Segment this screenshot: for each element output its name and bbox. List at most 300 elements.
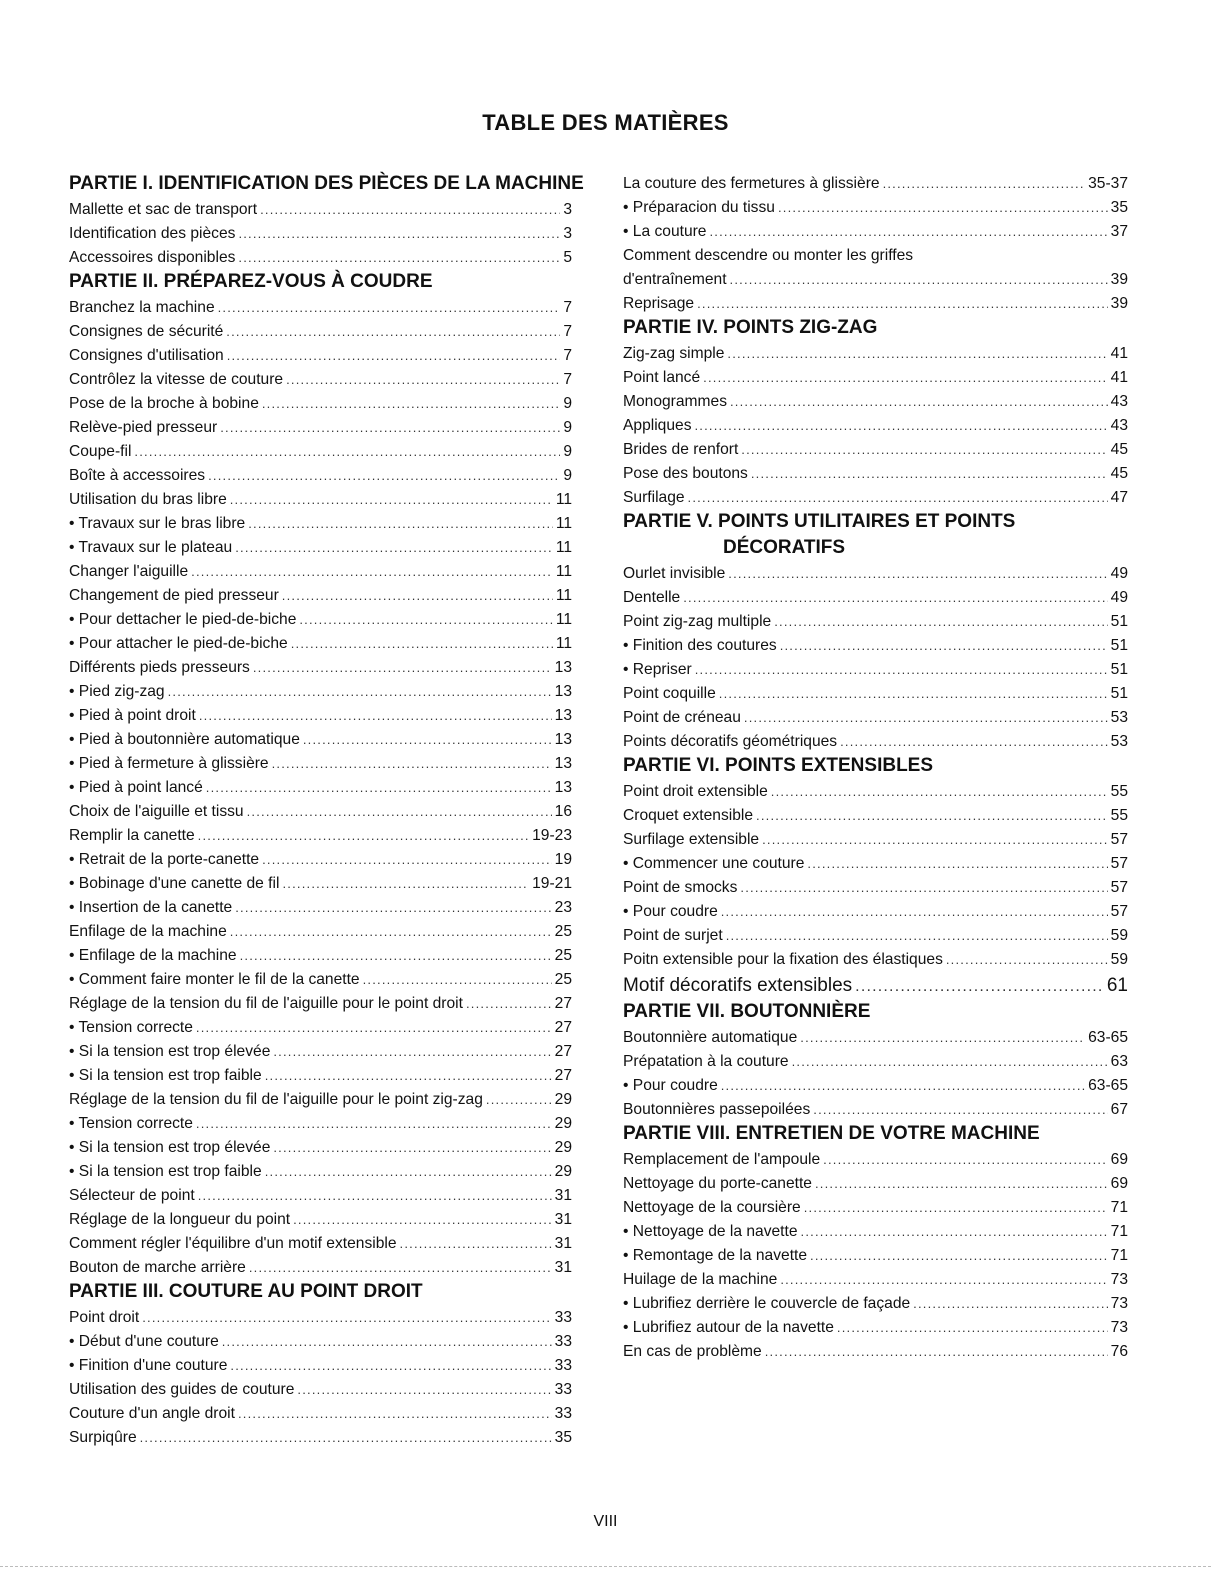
toc-entry-text: Comment descendre ou monter les griffes	[623, 247, 914, 264]
toc-entry	[623, 972, 1128, 1000]
toc-entry-page: 31	[554, 1211, 572, 1228]
dot-leader	[227, 344, 561, 368]
toc-entry-page: 57	[1110, 831, 1128, 848]
toc-entry-title: Boutonnières passepoilées	[623, 1101, 811, 1118]
dot-leader	[273, 1040, 551, 1064]
dot-leader	[780, 1268, 1107, 1292]
toc-entry-page: 33	[554, 1405, 572, 1422]
dot-leader	[719, 682, 1108, 706]
toc-entry	[69, 560, 572, 584]
toc-entry-page: 43	[1110, 393, 1128, 410]
dot-leader	[142, 1306, 551, 1330]
dot-leader	[883, 172, 1086, 196]
dot-leader	[751, 462, 1108, 486]
toc-entry-title: Remplacement de l'ampoule	[623, 1151, 821, 1168]
toc-entry	[69, 800, 572, 824]
dot-leader	[741, 438, 1107, 462]
toc-entry-title: Nettoyage de la coursière	[623, 1199, 801, 1216]
dot-leader	[262, 392, 560, 416]
toc-entry	[623, 292, 1128, 316]
toc-entry-title: Point droit	[69, 1309, 140, 1326]
toc-entry-title: • Remontage de la navette	[623, 1247, 808, 1264]
toc-entry-title: • Comment faire monter le fil de la canette	[69, 971, 360, 988]
section-heading: DÉCORATIFS	[723, 537, 846, 558]
toc-entry	[623, 948, 1128, 972]
toc-entry-page: 13	[554, 779, 572, 796]
toc-entry-title: Changement de pied presseur	[69, 587, 279, 604]
toc-entry-title: Différents pieds presseurs	[69, 659, 250, 676]
toc-entry	[69, 872, 572, 896]
toc-entry	[623, 682, 1128, 706]
toc-entry-page: 11	[555, 539, 572, 556]
toc-entry-page: 69	[1110, 1175, 1128, 1192]
toc-entry-page: 9	[563, 395, 572, 412]
dot-leader	[730, 268, 1108, 292]
toc-entry-page: 7	[563, 347, 572, 364]
toc-entry-page: 23	[554, 899, 572, 916]
toc-entry	[69, 1184, 572, 1208]
toc-entry-page: 71	[1110, 1247, 1128, 1264]
toc-entry-page: 45	[1110, 465, 1128, 482]
dot-leader	[801, 1220, 1108, 1244]
toc-entry-page: 55	[1110, 807, 1128, 824]
toc-entry	[623, 220, 1128, 244]
toc-entry-page: 7	[563, 371, 572, 388]
toc-entry-title: La couture des fermetures à glissière	[623, 175, 880, 192]
toc-entry-page: 51	[1110, 637, 1128, 654]
toc-entry-title: Accessoires disponibles	[69, 249, 236, 266]
toc-entry	[69, 1208, 572, 1232]
toc-entry-page: 7	[563, 299, 572, 316]
section-heading: PARTIE III. COUTURE AU POINT DROIT	[69, 1281, 423, 1302]
toc-entry-page: 11	[555, 611, 572, 628]
toc-entry-title: Boîte à accessoires	[69, 467, 206, 484]
toc-entry-title: Croquet extensible	[623, 807, 754, 824]
toc-entry	[69, 1016, 572, 1040]
dot-leader	[262, 848, 552, 872]
toc-entry-page: 3	[563, 201, 572, 218]
toc-entry	[69, 222, 572, 246]
dot-leader	[265, 1160, 552, 1184]
toc-entry-page: 49	[1110, 589, 1128, 606]
toc-entry	[623, 486, 1128, 510]
dot-leader	[688, 486, 1108, 510]
toc-entry-title: Pose des boutons	[623, 465, 748, 482]
toc-entry-title: Point droit extensible	[623, 783, 768, 800]
dot-leader	[235, 896, 551, 920]
toc-entry-page: 67	[1110, 1101, 1128, 1118]
dot-leader	[774, 610, 1107, 634]
toc-entry-title: • Pour attacher le pied-de-biche	[69, 635, 288, 652]
toc-entry-page: 43	[1110, 417, 1128, 434]
toc-entry-page: 19	[554, 851, 572, 868]
toc-entry-page: 59	[1110, 951, 1128, 968]
toc-entry	[623, 1196, 1128, 1220]
dot-leader	[837, 1316, 1108, 1340]
section-heading: PARTIE VIII. ENTRETIEN DE VOTRE MACHINE	[623, 1123, 1040, 1144]
toc-entry-title: Surfilage extensible	[623, 831, 760, 848]
toc-entry-title: Sélecteur de point	[69, 1187, 195, 1204]
toc-entry-page: 7	[563, 323, 572, 340]
toc-entry-page: 71	[1110, 1199, 1128, 1216]
toc-entry	[69, 464, 572, 488]
toc-entry-page: 73	[1110, 1319, 1128, 1336]
dot-leader	[800, 1026, 1085, 1050]
section-heading: PARTIE I. IDENTIFICATION DES PIÈCES DE LA MACHINE	[69, 173, 584, 194]
dot-leader	[196, 1016, 552, 1040]
toc-entry	[623, 1050, 1128, 1074]
toc-entry-title: Consignes de sécurité	[69, 323, 224, 340]
toc-entry	[69, 320, 572, 344]
toc-entry-title: • Pied à point droit	[69, 707, 196, 724]
dot-leader	[247, 800, 552, 824]
dot-leader	[293, 1208, 552, 1232]
toc-entry-title: • Pour coudre	[623, 1077, 718, 1094]
toc-entry-page: 35-37	[1088, 175, 1128, 192]
dot-leader	[683, 586, 1107, 610]
toc-entry	[623, 414, 1128, 438]
dot-leader	[400, 1232, 552, 1256]
toc-entry-page: 41	[1110, 345, 1128, 362]
dot-leader	[199, 704, 552, 728]
section-heading: PARTIE VII. BOUTONNIÈRE	[623, 1001, 871, 1022]
toc-entry	[69, 1232, 572, 1256]
toc-entry-title: Réglage de la tension du fil de l'aiguille pour le point zig-zag	[69, 1091, 483, 1108]
toc-entry-title: • Si la tension est trop faible	[69, 1163, 262, 1180]
toc-entry-page: 35	[554, 1429, 572, 1446]
dot-leader	[235, 536, 553, 560]
dot-leader	[778, 196, 1108, 220]
toc-entry-page: 71	[1110, 1223, 1128, 1240]
toc-entry	[69, 752, 572, 776]
toc-entry	[623, 658, 1128, 682]
toc-entry-page: 13	[554, 731, 572, 748]
section-heading: PARTIE VI. POINTS EXTENSIBLES	[623, 755, 934, 776]
toc-entry-page: 9	[563, 467, 572, 484]
toc-entry-page: 33	[554, 1357, 572, 1374]
toc-entry	[69, 776, 572, 800]
toc-entry-title: Reprisage	[623, 295, 695, 312]
toc-entry-title: Enfilage de la machine	[69, 923, 227, 940]
toc-entry	[623, 1340, 1128, 1364]
toc-entry-page: 27	[554, 1067, 572, 1084]
dot-leader	[168, 680, 552, 704]
dot-leader	[486, 1088, 552, 1112]
section-heading: PARTIE V. POINTS UTILITAIRES ET POINTS	[623, 511, 1016, 532]
dot-leader	[855, 973, 1104, 1001]
dot-leader	[946, 948, 1108, 972]
dot-leader	[226, 320, 560, 344]
toc-entry-title: Boutonnière automatique	[623, 1029, 798, 1046]
toc-entry-page: 25	[554, 947, 572, 964]
toc-entry-page: 25	[554, 971, 572, 988]
dot-leader	[282, 872, 529, 896]
dot-leader	[260, 198, 560, 222]
dot-leader	[238, 246, 560, 270]
toc-entry-page: 31	[554, 1259, 572, 1276]
toc-entry-title: Changer l'aiguille	[69, 563, 189, 580]
toc-entry	[623, 342, 1128, 366]
dot-leader	[823, 1148, 1108, 1172]
dot-leader	[815, 1172, 1108, 1196]
toc-entry	[623, 634, 1128, 658]
toc-entry	[69, 608, 572, 632]
toc-entry-page: 59	[1110, 927, 1128, 944]
toc-entry-title: • Bobinage d'une canette de fil	[69, 875, 280, 892]
toc-entry-title: Utilisation des guides de couture	[69, 1381, 295, 1398]
dot-leader	[218, 296, 561, 320]
toc-entry-title: • Lubrifiez autour de la navette	[623, 1319, 834, 1336]
toc-entry-title: Surfilage	[623, 489, 685, 506]
page-edge-divider	[0, 1566, 1211, 1567]
dot-leader	[726, 924, 1108, 948]
toc-entry-title: Surpiqûre	[69, 1429, 137, 1446]
toc-entry	[623, 730, 1128, 754]
toc-entry-title: • Pied à point lancé	[69, 779, 203, 796]
toc-entry-title: • Pied à fermeture à glissière	[69, 755, 269, 772]
dot-leader	[282, 584, 553, 608]
toc-entry-page: 55	[1110, 783, 1128, 800]
dot-leader	[208, 464, 560, 488]
dot-leader	[253, 656, 552, 680]
dot-leader	[206, 776, 552, 800]
toc-entry-page: 11	[555, 491, 572, 508]
dot-leader	[198, 824, 529, 848]
toc-entry	[623, 1244, 1128, 1268]
dot-leader	[740, 876, 1107, 900]
toc-entry	[69, 1064, 572, 1088]
toc-entry-title: • Pour dettacher le pied-de-biche	[69, 611, 297, 628]
toc-entry-page: 63	[1110, 1053, 1128, 1070]
dot-leader	[238, 1402, 552, 1426]
toc-entry-title: • Tension correcte	[69, 1019, 193, 1036]
toc-entry-page: 13	[554, 755, 572, 772]
dot-leader	[222, 1330, 552, 1354]
toc-entry-title: Mallette et sac de transport	[69, 201, 258, 218]
toc-entry-title: Relève-pied presseur	[69, 419, 218, 436]
toc-entry-title: Choix de l'aiguille et tissu	[69, 803, 244, 820]
toc-entry	[69, 680, 572, 704]
toc-entry-page: 27	[554, 1043, 572, 1060]
toc-entry-title: • Pied à boutonnière automatique	[69, 731, 300, 748]
dot-leader	[765, 1340, 1108, 1364]
dot-leader	[807, 852, 1107, 876]
toc-entry-page: 3	[563, 225, 572, 242]
toc-entry	[69, 1330, 572, 1354]
dot-leader	[756, 804, 1108, 828]
toc-entry-page: 73	[1110, 1295, 1128, 1312]
toc-entry	[69, 728, 572, 752]
toc-entry-title: Point de créneau	[623, 709, 741, 726]
toc-entry-page: 33	[554, 1309, 572, 1326]
toc-entry-page: 16	[554, 803, 572, 820]
dot-leader	[196, 1112, 552, 1136]
toc-entry-title: • Début d'une couture	[69, 1333, 219, 1350]
toc-entry	[69, 1378, 572, 1402]
toc-entry	[69, 896, 572, 920]
toc-entry-title: • La couture	[623, 223, 707, 240]
toc-entry-page: 76	[1110, 1343, 1128, 1360]
toc-entry-page: 57	[1110, 855, 1128, 872]
dot-leader	[721, 1074, 1085, 1098]
toc-entry-page: 13	[554, 683, 572, 700]
toc-entry	[69, 368, 572, 392]
toc-entry-page: 53	[1110, 733, 1128, 750]
toc-entry	[69, 440, 572, 464]
toc-entry	[69, 392, 572, 416]
dot-leader	[721, 900, 1108, 924]
toc-entry-title: • Pied zig-zag	[69, 683, 165, 700]
toc-entry-page: 11	[555, 635, 572, 652]
toc-entry-title: Réglage de la longueur du point	[69, 1211, 291, 1228]
section-heading: PARTIE IV. POINTS ZIG-ZAG	[623, 317, 878, 338]
toc-entry-page: 27	[554, 1019, 572, 1036]
toc-entry	[69, 848, 572, 872]
toc-entry-page: 29	[554, 1139, 572, 1156]
dot-leader	[697, 292, 1108, 316]
toc-entry-title: Réglage de la tension du fil de l'aiguille pour le point droit	[69, 995, 463, 1012]
toc-entry-title: Bouton de marche arrière	[69, 1259, 246, 1276]
dot-leader	[813, 1098, 1107, 1122]
dot-leader	[134, 440, 560, 464]
toc-entry	[69, 416, 572, 440]
toc-entry-title: • Commencer une couture	[623, 855, 805, 872]
toc-entry-title: Huilage de la machine	[623, 1271, 778, 1288]
page-title: TABLE DES MATIÈRES	[482, 110, 729, 135]
dot-leader	[238, 222, 560, 246]
toc-entry	[69, 1256, 572, 1280]
dot-leader	[230, 920, 552, 944]
toc-entry	[69, 1136, 572, 1160]
toc-entry-title: Ourlet invisible	[623, 565, 726, 582]
toc-entry-page: 13	[554, 659, 572, 676]
dot-leader	[728, 562, 1107, 586]
dot-leader	[230, 1354, 551, 1378]
dot-leader	[744, 706, 1108, 730]
toc-entry-title: Consignes d'utilisation	[69, 347, 224, 364]
toc-entry	[69, 1306, 572, 1330]
toc-entry	[623, 876, 1128, 900]
toc-entry-page: 33	[554, 1333, 572, 1350]
toc-entry	[623, 1098, 1128, 1122]
toc-entry	[69, 632, 572, 656]
toc-entry-page: 31	[554, 1187, 572, 1204]
toc-entry	[69, 824, 572, 848]
toc-entry-title: Monogrammes	[623, 393, 727, 410]
dot-leader	[265, 1064, 552, 1088]
toc-entry-title: • Préparacion du tissu	[623, 199, 775, 216]
toc-entry-title: Dentelle	[623, 589, 681, 606]
toc-entry	[623, 804, 1128, 828]
toc-entry	[623, 1316, 1128, 1340]
dot-leader	[286, 368, 560, 392]
toc-entry-page: 73	[1110, 1271, 1128, 1288]
toc-entry	[69, 488, 572, 512]
dot-leader	[230, 488, 553, 512]
toc-entry	[69, 920, 572, 944]
toc-entry-title: Branchez la machine	[69, 299, 215, 316]
toc-entry-title: Contrôlez la vitesse de couture	[69, 371, 284, 388]
toc-entry-page: 9	[563, 419, 572, 436]
toc-entry-page: 51	[1110, 685, 1128, 702]
toc-entry-page: 5	[563, 249, 572, 266]
toc-entry-title: Appliques	[623, 417, 692, 434]
toc-entry-page: 29	[554, 1115, 572, 1132]
toc-entry-page: 31	[554, 1235, 572, 1252]
toc-entry	[69, 968, 572, 992]
toc-entry-page: 41	[1110, 369, 1128, 386]
toc-entry-title: • Repriser	[623, 661, 692, 678]
toc-entry-page: 29	[554, 1163, 572, 1180]
toc-entry-page: 33	[554, 1381, 572, 1398]
toc-entry-page: 51	[1110, 613, 1128, 630]
toc-entry	[623, 1220, 1128, 1244]
toc-entry-title: • Si la tension est trop faible	[69, 1067, 262, 1084]
toc-entry	[623, 172, 1128, 196]
toc-entry-page: 29	[554, 1091, 572, 1108]
toc-entry	[69, 944, 572, 968]
toc-entry-page: 49	[1110, 565, 1128, 582]
toc-entry-title: Points décoratifs géométriques	[623, 733, 838, 750]
toc-entry-title: • Tension correcte	[69, 1115, 193, 1132]
toc-entry-page: 69	[1110, 1151, 1128, 1168]
toc-entry	[623, 390, 1128, 414]
toc-entry	[623, 1074, 1128, 1098]
toc-entry-page: 13	[554, 707, 572, 724]
dot-leader	[913, 1292, 1107, 1316]
toc-entry	[623, 1268, 1128, 1292]
toc-entry-title: • Si la tension est trop élevée	[69, 1139, 271, 1156]
toc-entry-page: 19-23	[532, 827, 572, 844]
dot-leader	[727, 342, 1107, 366]
toc-entry-title: • Finition d'une couture	[69, 1357, 228, 1374]
toc-entry-page: 53	[1110, 709, 1128, 726]
dot-leader	[840, 730, 1108, 754]
toc-entry	[623, 706, 1128, 730]
toc-entry-title: • Enfilage de la machine	[69, 947, 237, 964]
toc-entry	[623, 852, 1128, 876]
toc-entry-title: Point zig-zag multiple	[623, 613, 772, 630]
dot-leader	[810, 1244, 1108, 1268]
toc-entry	[69, 656, 572, 680]
toc-entry	[623, 268, 1128, 292]
toc-entry-title: Couture d'un angle droit	[69, 1405, 235, 1422]
dot-leader	[249, 1256, 552, 1280]
toc-entry	[623, 900, 1128, 924]
toc-entry-page: 63-65	[1088, 1077, 1128, 1094]
dot-leader	[303, 728, 552, 752]
toc-entry-page: 63-65	[1088, 1029, 1128, 1046]
dot-leader	[297, 1378, 551, 1402]
toc-entry-title: • Travaux sur le bras libre	[69, 515, 246, 532]
dot-leader	[780, 634, 1108, 658]
toc-entry	[69, 198, 572, 222]
toc-entry	[69, 1088, 572, 1112]
dot-leader	[695, 414, 1108, 438]
toc-entry-title: Point de smocks	[623, 879, 738, 896]
toc-entry-title: Pose de la broche à bobine	[69, 395, 259, 412]
toc-entry-page: 57	[1110, 879, 1128, 896]
dot-leader	[191, 560, 553, 584]
dot-leader	[762, 828, 1108, 852]
dot-leader	[804, 1196, 1108, 1220]
toc-entry	[623, 196, 1128, 220]
toc-entry-page: 57	[1110, 903, 1128, 920]
toc-entry-title: • Travaux sur le plateau	[69, 539, 233, 556]
toc-entry-page: 47	[1110, 489, 1128, 506]
toc-entry-page: 19-21	[532, 875, 572, 892]
toc-entry-page: 37	[1110, 223, 1128, 240]
